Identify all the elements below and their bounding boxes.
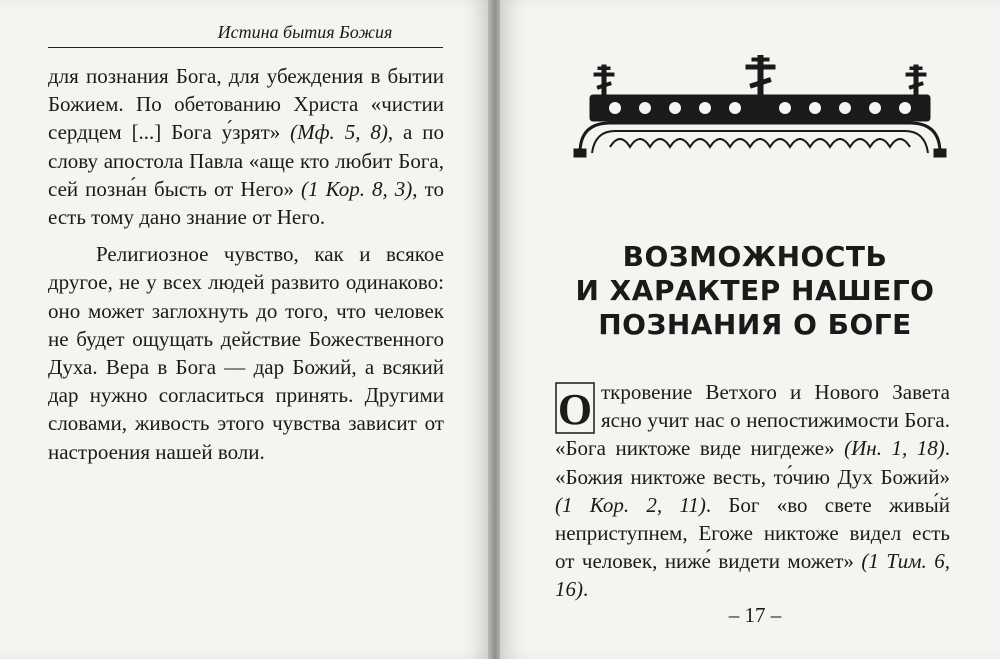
left-page-text: [48, 62, 444, 466]
left-page: [0, 0, 490, 659]
header-rule: [48, 47, 443, 48]
paragraph: Религиозное чувство, как и всякое другое, не у всех людей развито одинаково: оно может заглохнуть до того, что человек не будет ощущать действие Божественного Духа. Вера в Бога — дар Божий, а всякий дар нужно согласиться принять. Другими словами, живость этого чувства зависит от настроения нашей воли.: [48, 242, 444, 464]
running-head: Истина бытия Божия: [217, 22, 393, 42]
scripture-reference: (1 Кор. 2, 11): [555, 492, 706, 517]
drop-cap: [555, 382, 595, 434]
paragraph: О ткровение Ветхого и Нового Завета ясно учит нас о непостижимости Бога. «Бога никтоже виде нигдеже» (Ин. 1, 18). «Божия никтоже весть, то́чию Дух Божий» (1 Кор. 2, 11). Бог «во свете живы́й неприступнем, Егоже никтоже видел есть от человек, ниже́ видети может» (1 Тим. 6, 16).: [555, 380, 950, 602]
scripture-reference: (1 Кор. 8, 3): [301, 176, 413, 201]
chapter-title: [560, 240, 950, 342]
chapter-title-line: И ХАРАКТЕР НАШЕГО: [575, 274, 935, 307]
chapter-title-line: ПОЗНАНИЯ О БОГЕ: [598, 308, 912, 341]
right-page-text: [555, 378, 950, 604]
page-number: – 17 –: [728, 603, 782, 627]
paragraph: для познания Бога, для убеждения в бытии Божием. По обетованию Христа «чистии сердцем [...] Бога у́зрят» (Мф. 5, 8), а по слову апостола Павла «аще кто любит Бога, сей позна́н бысть от Него» (1 Кор. 8, 3), то есть тому дано знание от Него.: [48, 64, 445, 230]
scripture-reference: (Мф. 5, 8): [290, 120, 388, 145]
scripture-reference: (1 Тим. 6, 16): [555, 549, 950, 602]
svg-text:О: О: [557, 385, 593, 434]
scripture-reference: (Ин. 1, 18): [844, 436, 945, 461]
slavonic-cross-ornament-icon: [570, 55, 950, 165]
chapter-title-line: ВОЗМОЖНОСТЬ: [622, 240, 888, 273]
